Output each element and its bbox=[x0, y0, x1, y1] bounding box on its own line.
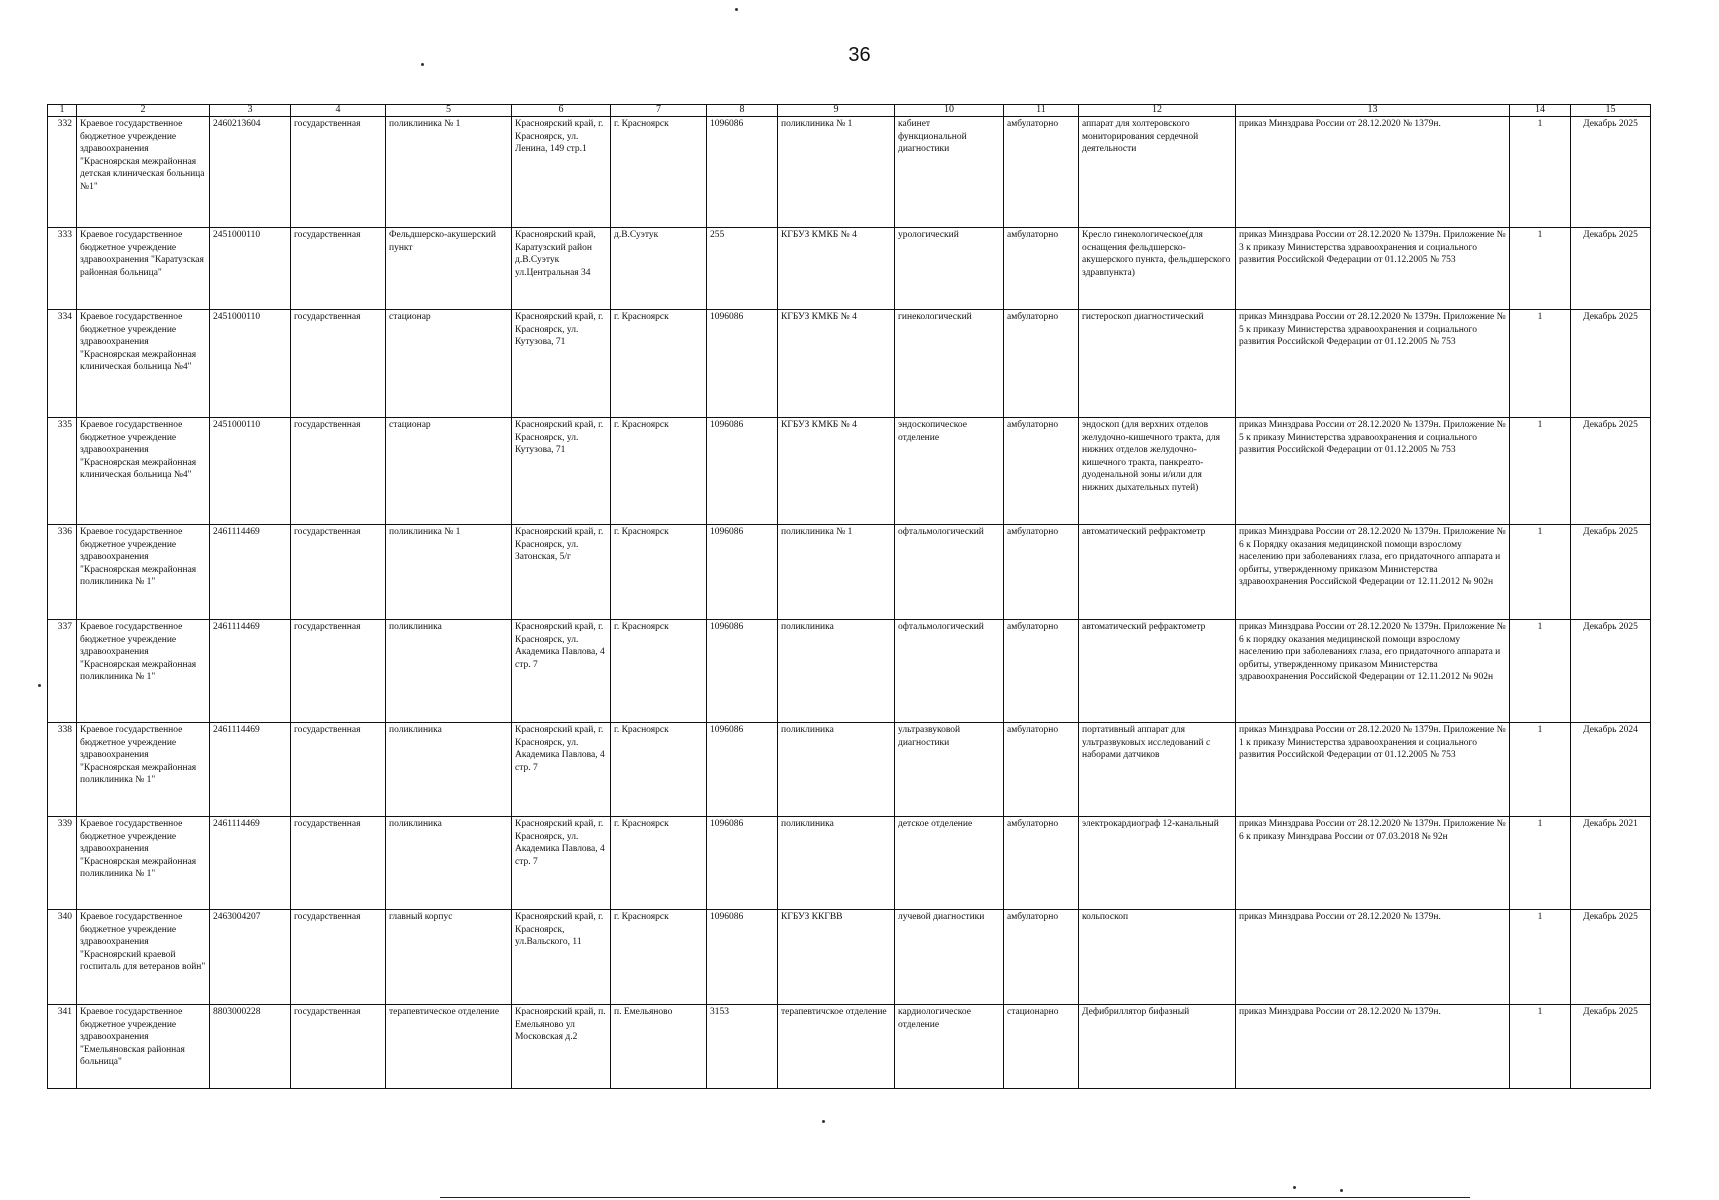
due-date-cell: Декабрь 2025 bbox=[1571, 310, 1651, 418]
row-number: 332 bbox=[48, 117, 77, 228]
care-type-cell: амбулаторно bbox=[1004, 620, 1079, 723]
column-number: 10 bbox=[895, 105, 1004, 117]
population-cell: 1096086 bbox=[707, 310, 778, 418]
column-number: 1 bbox=[48, 105, 77, 117]
locality-cell: г. Красноярск bbox=[611, 117, 707, 228]
subdivision-cell: поликлиника bbox=[778, 817, 895, 910]
subdivision-cell: КГБУЗ КМКБ № 4 bbox=[778, 310, 895, 418]
column-number: 14 bbox=[1510, 105, 1571, 117]
column-number: 9 bbox=[778, 105, 895, 117]
population-cell: 1096086 bbox=[707, 620, 778, 723]
inn-cell: 8803000228 bbox=[210, 1005, 291, 1089]
scan-mark bbox=[735, 8, 738, 11]
equipment-cell: электрокардиограф 12-канальный bbox=[1079, 817, 1236, 910]
scan-mark bbox=[1340, 1189, 1343, 1192]
care-type-cell: амбулаторно bbox=[1004, 723, 1079, 817]
due-date-cell: Декабрь 2024 bbox=[1571, 723, 1651, 817]
due-date-cell: Декабрь 2025 bbox=[1571, 418, 1651, 525]
department-cell: детское отделение bbox=[895, 817, 1004, 910]
row-number: 338 bbox=[48, 723, 77, 817]
locality-cell: г. Красноярск bbox=[611, 310, 707, 418]
column-number: 12 bbox=[1079, 105, 1236, 117]
care-type-cell: амбулаторно bbox=[1004, 228, 1079, 310]
unit-cell: поликлиника № 1 bbox=[386, 525, 512, 620]
subdivision-cell: терапевтичское отделение bbox=[778, 1005, 895, 1089]
equipment-cell: эндоскоп (для верхних отделов желудочно-кишечного тракта, для нижних отделов желудочно-кишечного тракта, панкреато-дуоденальной зоны и/или для нижних дыхательных путей) bbox=[1079, 418, 1236, 525]
inn-cell: 2461114469 bbox=[210, 817, 291, 910]
equipment-cell: портативный аппарат для ультразвуковых исследований с наборами датчиков bbox=[1079, 723, 1236, 817]
address-cell: Красноярский край, г. Красноярск, ул. Академика Павлова, 4 стр. 7 bbox=[512, 620, 611, 723]
row-number: 334 bbox=[48, 310, 77, 418]
unit-cell: стационар bbox=[386, 418, 512, 525]
standard-cell: приказ Минздрава России от 28.12.2020 № 1379н. Приложение № 1 к приказу Министерства здравоохранения и социального развития Российской Федерации от 01.12.2005 № 753 bbox=[1236, 723, 1510, 817]
locality-cell: д.В.Суэтук bbox=[611, 228, 707, 310]
address-cell: Красноярский край, г. Красноярск, ул. Академика Павлова, 4 стр. 7 bbox=[512, 723, 611, 817]
address-cell: Красноярский край, Каратузский район д.В.Суэтук ул.Центральная 34 bbox=[512, 228, 611, 310]
scan-mark bbox=[822, 1120, 825, 1123]
department-cell: эндоскопическое отделение bbox=[895, 418, 1004, 525]
row-number: 333 bbox=[48, 228, 77, 310]
due-date-cell: Декабрь 2025 bbox=[1571, 620, 1651, 723]
quantity-cell: 1 bbox=[1510, 117, 1571, 228]
standard-cell: приказ Минздрава России от 28.12.2020 № 1379н. bbox=[1236, 1005, 1510, 1089]
locality-cell: г. Красноярск bbox=[611, 817, 707, 910]
subdivision-cell: поликлиника bbox=[778, 620, 895, 723]
scan-mark bbox=[1293, 1186, 1296, 1189]
column-number: 7 bbox=[611, 105, 707, 117]
population-cell: 1096086 bbox=[707, 418, 778, 525]
standard-cell: приказ Минздрава России от 28.12.2020 № 1379н. Приложение № 6 к порядку оказания медицинской помощи взрослому населению при заболеваниях глаза, его придаточного аппарата и орбиты, утвержденному приказом Министерства здравоохранения Российской Федерации от 12.11.2012 № 902н bbox=[1236, 620, 1510, 723]
table-row bbox=[48, 1005, 1651, 1089]
equipment-cell: кольпоскоп bbox=[1079, 910, 1236, 1005]
address-cell: Красноярский край, г. Красноярск, ул. Ленина, 149 стр.1 bbox=[512, 117, 611, 228]
column-number: 15 bbox=[1571, 105, 1651, 117]
equipment-cell: аппарат для холтеровского мониторирования сердечной деятельности bbox=[1079, 117, 1236, 228]
due-date-cell: Декабрь 2025 bbox=[1571, 1005, 1651, 1089]
quantity-cell: 1 bbox=[1510, 418, 1571, 525]
department-cell: ультразвуковой диагностики bbox=[895, 723, 1004, 817]
department-cell: лучевой диагностики bbox=[895, 910, 1004, 1005]
quantity-cell: 1 bbox=[1510, 228, 1571, 310]
care-type-cell: амбулаторно bbox=[1004, 817, 1079, 910]
ownership-cell: государственная bbox=[291, 1005, 386, 1089]
ownership-cell: государственная bbox=[291, 228, 386, 310]
department-cell: гинекологический bbox=[895, 310, 1004, 418]
table-row bbox=[48, 228, 1651, 310]
table-row bbox=[48, 418, 1651, 525]
organization-cell: Краевое государственное бюджетное учреждение здравоохранения "Красноярская межрайонная детская клиническая больница №1" bbox=[77, 117, 210, 228]
standard-cell: приказ Минздрава России от 28.12.2020 № 1379н. Приложение № 5 к приказу Министерства здравоохранения и социального развития Российской Федерации от 01.12.2005 № 753 bbox=[1236, 310, 1510, 418]
care-type-cell: амбулаторно bbox=[1004, 910, 1079, 1005]
inn-cell: 2451000110 bbox=[210, 310, 291, 418]
ownership-cell: государственная bbox=[291, 817, 386, 910]
table-row bbox=[48, 620, 1651, 723]
unit-cell: поликлиника № 1 bbox=[386, 117, 512, 228]
organization-cell: Краевое государственное бюджетное учреждение здравоохранения "Красноярская межрайонная клиническая больница №4" bbox=[77, 418, 210, 525]
standard-cell: приказ Минздрава России от 28.12.2020 № 1379н. bbox=[1236, 910, 1510, 1005]
locality-cell: г. Красноярск bbox=[611, 525, 707, 620]
ownership-cell: государственная bbox=[291, 418, 386, 525]
quantity-cell: 1 bbox=[1510, 620, 1571, 723]
page-bottom-rule bbox=[440, 1197, 1470, 1198]
organization-cell: Краевое государственное бюджетное учреждение здравоохранения "Емельяновская районная больница" bbox=[77, 1005, 210, 1089]
population-cell: 1096086 bbox=[707, 723, 778, 817]
inn-cell: 2451000110 bbox=[210, 418, 291, 525]
column-number: 4 bbox=[291, 105, 386, 117]
subdivision-cell: КГБУЗ КМКБ № 4 bbox=[778, 418, 895, 525]
address-cell: Красноярский край, г. Красноярск, ул. Кутузова, 71 bbox=[512, 310, 611, 418]
standard-cell: приказ Минздрава России от 28.12.2020 № 1379н. bbox=[1236, 117, 1510, 228]
equipment-cell: Кресло гинекологическое(для оснащения фельдшерско-акушерского пункта, фельдшерского здравпункта) bbox=[1079, 228, 1236, 310]
equipment-register-table bbox=[47, 104, 1651, 1089]
locality-cell: г. Красноярск bbox=[611, 910, 707, 1005]
subdivision-cell: поликлиника bbox=[778, 723, 895, 817]
row-number: 337 bbox=[48, 620, 77, 723]
department-cell: кардиологическое отделение bbox=[895, 1005, 1004, 1089]
due-date-cell: Декабрь 2021 bbox=[1571, 817, 1651, 910]
population-cell: 255 bbox=[707, 228, 778, 310]
address-cell: Красноярский край, г. Красноярск, ул. Академика Павлова, 4 стр. 7 bbox=[512, 817, 611, 910]
population-cell: 1096086 bbox=[707, 117, 778, 228]
locality-cell: г. Красноярск bbox=[611, 723, 707, 817]
department-cell: кабинет функциональной диагностики bbox=[895, 117, 1004, 228]
unit-cell: Фельдшерско-акушерский пункт bbox=[386, 228, 512, 310]
equipment-cell: Дефибриллятор бифазный bbox=[1079, 1005, 1236, 1089]
ownership-cell: государственная bbox=[291, 620, 386, 723]
unit-cell: главный корпус bbox=[386, 910, 512, 1005]
care-type-cell: амбулаторно bbox=[1004, 310, 1079, 418]
care-type-cell: амбулаторно bbox=[1004, 525, 1079, 620]
due-date-cell: Декабрь 2025 bbox=[1571, 525, 1651, 620]
population-cell: 1096086 bbox=[707, 525, 778, 620]
organization-cell: Краевое государственное бюджетное учреждение здравоохранения "Каратузская районная больница" bbox=[77, 228, 210, 310]
ownership-cell: государственная bbox=[291, 910, 386, 1005]
unit-cell: поликлиника bbox=[386, 620, 512, 723]
scan-mark bbox=[38, 684, 41, 687]
standard-cell: приказ Минздрава России от 28.12.2020 № 1379н. Приложение № 5 к приказу Министерства здравоохранения и социального развития Российской Федерации от 01.12.2005 № 753 bbox=[1236, 418, 1510, 525]
address-cell: Красноярский край, п. Емельяново ул Московская д.2 bbox=[512, 1005, 611, 1089]
quantity-cell: 1 bbox=[1510, 817, 1571, 910]
column-number: 3 bbox=[210, 105, 291, 117]
address-cell: Красноярский край, г. Красноярск, ул. Затонская, 5/г bbox=[512, 525, 611, 620]
population-cell: 1096086 bbox=[707, 910, 778, 1005]
equipment-cell: автоматический рефрактометр bbox=[1079, 525, 1236, 620]
unit-cell: поликлиника bbox=[386, 817, 512, 910]
locality-cell: г. Красноярск bbox=[611, 620, 707, 723]
care-type-cell: стационарно bbox=[1004, 1005, 1079, 1089]
ownership-cell: государственная bbox=[291, 117, 386, 228]
row-number: 340 bbox=[48, 910, 77, 1005]
row-number: 336 bbox=[48, 525, 77, 620]
quantity-cell: 1 bbox=[1510, 910, 1571, 1005]
inn-cell: 2461114469 bbox=[210, 620, 291, 723]
table-row bbox=[48, 910, 1651, 1005]
column-number-row bbox=[48, 105, 1651, 117]
subdivision-cell: КГБУЗ ККГВВ bbox=[778, 910, 895, 1005]
column-number: 5 bbox=[386, 105, 512, 117]
due-date-cell: Декабрь 2025 bbox=[1571, 117, 1651, 228]
subdivision-cell: поликлиника № 1 bbox=[778, 117, 895, 228]
row-number: 341 bbox=[48, 1005, 77, 1089]
inn-cell: 2461114469 bbox=[210, 525, 291, 620]
population-cell: 3153 bbox=[707, 1005, 778, 1089]
organization-cell: Краевое государственное бюджетное учреждение здравоохранения "Красноярская межрайонная поликлиника № 1" bbox=[77, 817, 210, 910]
ownership-cell: государственная bbox=[291, 310, 386, 418]
column-number: 8 bbox=[707, 105, 778, 117]
department-cell: офтальмологический bbox=[895, 525, 1004, 620]
equipment-cell: гистероскоп диагностический bbox=[1079, 310, 1236, 418]
department-cell: офтальмологический bbox=[895, 620, 1004, 723]
unit-cell: терапевтическое отделение bbox=[386, 1005, 512, 1089]
quantity-cell: 1 bbox=[1510, 525, 1571, 620]
table-row bbox=[48, 310, 1651, 418]
due-date-cell: Декабрь 2025 bbox=[1571, 910, 1651, 1005]
locality-cell: п. Емельяново bbox=[611, 1005, 707, 1089]
organization-cell: Краевое государственное бюджетное учреждение здравоохранения "Красноярская межрайонная поликлиника № 1" bbox=[77, 525, 210, 620]
row-number: 339 bbox=[48, 817, 77, 910]
subdivision-cell: КГБУЗ КМКБ № 4 bbox=[778, 228, 895, 310]
page-number: 36 bbox=[848, 44, 871, 66]
inn-cell: 2451000110 bbox=[210, 228, 291, 310]
care-type-cell: амбулаторно bbox=[1004, 117, 1079, 228]
population-cell: 1096086 bbox=[707, 817, 778, 910]
ownership-cell: государственная bbox=[291, 525, 386, 620]
column-number: 6 bbox=[512, 105, 611, 117]
column-number: 11 bbox=[1004, 105, 1079, 117]
ownership-cell: государственная bbox=[291, 723, 386, 817]
standard-cell: приказ Минздрава России от 28.12.2020 № 1379н. Приложение № 6 к приказу Минздрава России от 07.03.2018 № 92н bbox=[1236, 817, 1510, 910]
inn-cell: 2461114469 bbox=[210, 723, 291, 817]
table-row bbox=[48, 525, 1651, 620]
row-number: 335 bbox=[48, 418, 77, 525]
organization-cell: Краевое государственное бюджетное учреждение здравоохранения "Красноярская межрайонная клиническая больница №4" bbox=[77, 310, 210, 418]
column-number: 2 bbox=[77, 105, 210, 117]
locality-cell: г. Красноярск bbox=[611, 418, 707, 525]
table-row bbox=[48, 117, 1651, 228]
column-number: 13 bbox=[1236, 105, 1510, 117]
address-cell: Красноярский край, г. Красноярск, ул. Кутузова, 71 bbox=[512, 418, 611, 525]
standard-cell: приказ Минздрава России от 28.12.2020 № 1379н. Приложение № 6 к Порядку оказания медицинской помощи взрослому населению при заболеваниях глаза, его придаточного аппарата и орбиты, утвержденному приказом Министерства здравоохранения Российской Федерации от 12.11.2012 № 902н bbox=[1236, 525, 1510, 620]
organization-cell: Краевое государственное бюджетное учреждение здравоохранения "Красноярский краевой госпиталь для ветеранов войн" bbox=[77, 910, 210, 1005]
organization-cell: Краевое государственное бюджетное учреждение здравоохранения "Красноярская межрайонная поликлиника № 1" bbox=[77, 620, 210, 723]
organization-cell: Краевое государственное бюджетное учреждение здравоохранения "Красноярская межрайонная поликлиника № 1" bbox=[77, 723, 210, 817]
quantity-cell: 1 bbox=[1510, 1005, 1571, 1089]
due-date-cell: Декабрь 2025 bbox=[1571, 228, 1651, 310]
subdivision-cell: поликлиника № 1 bbox=[778, 525, 895, 620]
table-row bbox=[48, 723, 1651, 817]
table-row bbox=[48, 817, 1651, 910]
scan-mark bbox=[421, 63, 424, 66]
standard-cell: приказ Минздрава России от 28.12.2020 № 1379н. Приложение № 3 к приказу Министерства здравоохранения и социального развития Российской Федерации от 01.12.2005 № 753 bbox=[1236, 228, 1510, 310]
address-cell: Красноярский край, г. Красноярск, ул.Вальского, 11 bbox=[512, 910, 611, 1005]
department-cell: урологический bbox=[895, 228, 1004, 310]
quantity-cell: 1 bbox=[1510, 310, 1571, 418]
quantity-cell: 1 bbox=[1510, 723, 1571, 817]
inn-cell: 2460213604 bbox=[210, 117, 291, 228]
unit-cell: стационар bbox=[386, 310, 512, 418]
care-type-cell: амбулаторно bbox=[1004, 418, 1079, 525]
equipment-cell: автоматический рефрактометр bbox=[1079, 620, 1236, 723]
inn-cell: 2463004207 bbox=[210, 910, 291, 1005]
unit-cell: поликлиника bbox=[386, 723, 512, 817]
